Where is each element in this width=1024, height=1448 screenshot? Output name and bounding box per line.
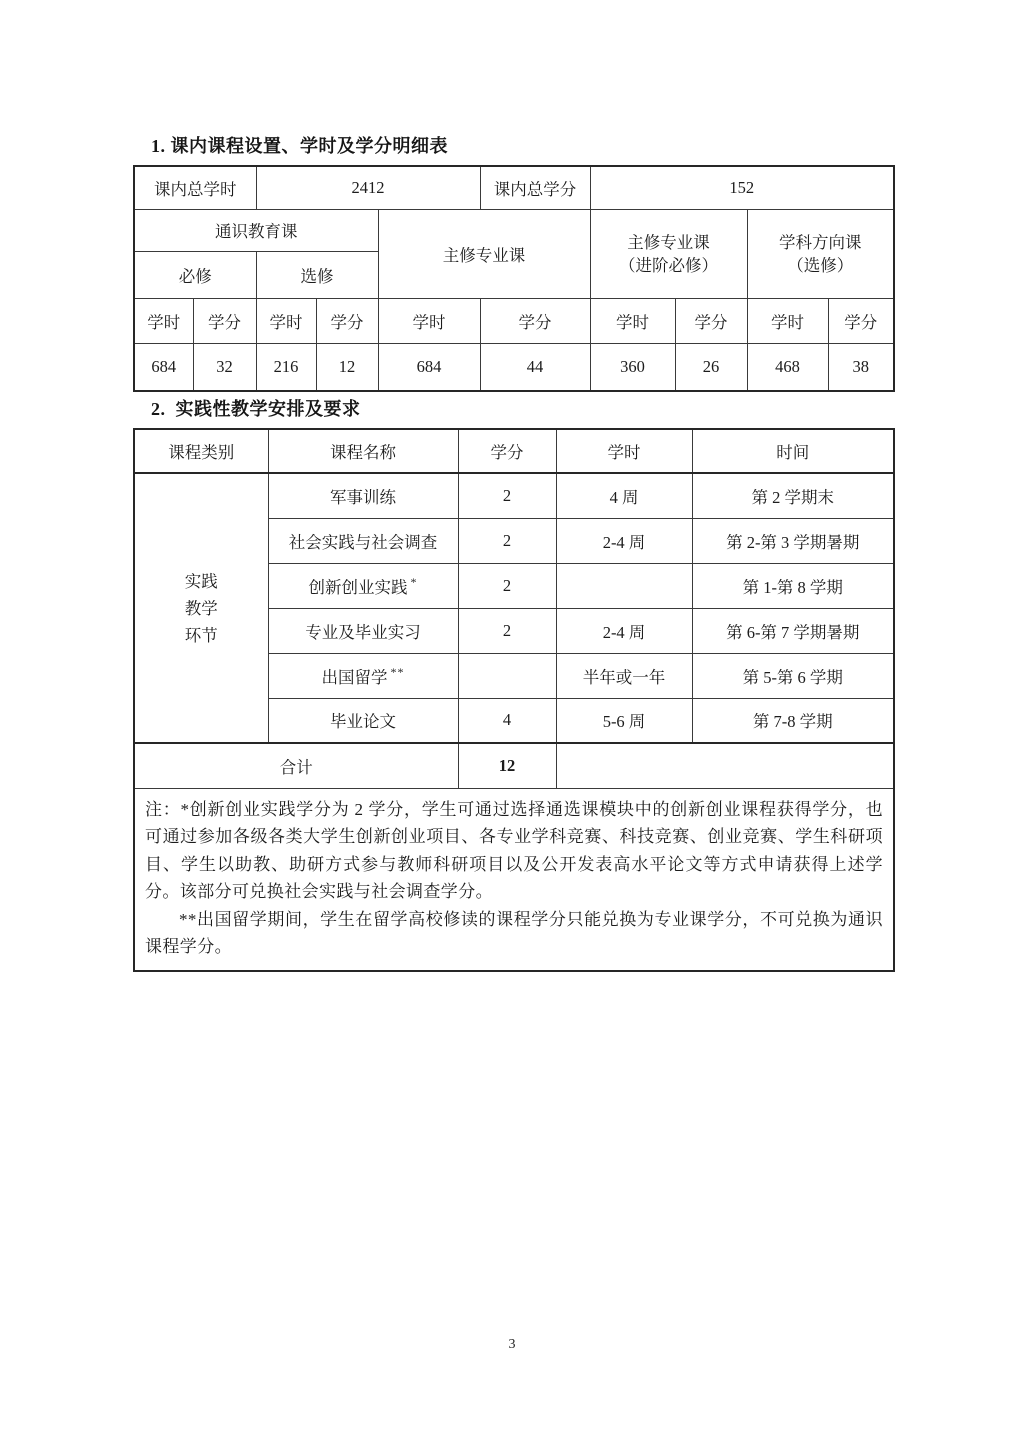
course-name-text: 毕业论文 bbox=[330, 712, 396, 732]
page-number: 3 bbox=[508, 1337, 516, 1352]
value-cell: 44 bbox=[480, 343, 590, 391]
course-time: 第 2-第 3 学期暑期 bbox=[692, 518, 894, 563]
course-credits: 2 bbox=[458, 608, 556, 653]
course-time: 第 2 学期末 bbox=[692, 473, 894, 518]
course-credits: 4 bbox=[458, 698, 556, 743]
unit-header: 学分 bbox=[316, 298, 378, 343]
subgroup-elective: 选修 bbox=[256, 251, 378, 298]
header-time: 时间 bbox=[692, 429, 894, 473]
course-hours: 半年或一年 bbox=[556, 653, 692, 698]
footnote-marker: * bbox=[410, 575, 418, 589]
category-practice-teaching bbox=[134, 473, 268, 743]
value-cell: 32 bbox=[193, 343, 256, 391]
header-hours: 学时 bbox=[556, 429, 692, 473]
course-name bbox=[268, 608, 458, 653]
group-direction-line1: 学科方向课 bbox=[779, 232, 862, 252]
value-cell: 12 bbox=[316, 343, 378, 391]
group-direction-line2: （选修） bbox=[787, 255, 854, 275]
unit-header: 学分 bbox=[480, 298, 590, 343]
course-hours: 5-6 周 bbox=[556, 698, 692, 743]
unit-header: 学时 bbox=[747, 298, 828, 343]
course-hours: 4 周 bbox=[556, 473, 692, 518]
total-hours-label: 课内总学时 bbox=[134, 166, 256, 209]
total-label: 合计 bbox=[134, 743, 458, 788]
group-major-advanced bbox=[590, 209, 747, 298]
group-general-education: 通识教育课 bbox=[134, 209, 378, 251]
course-name bbox=[268, 698, 458, 743]
table-row bbox=[134, 473, 894, 518]
value-cell: 38 bbox=[828, 343, 894, 391]
section1-title: 1. 课内课程设置、学时及学分明细表 bbox=[151, 136, 448, 156]
value-cell: 360 bbox=[590, 343, 675, 391]
total-credits-label: 课内总学分 bbox=[480, 166, 590, 209]
course-time: 第 6-第 7 学期暑期 bbox=[692, 608, 894, 653]
group-major-advanced-line1: 主修专业课 bbox=[627, 232, 710, 252]
note-paragraph-2: **出国留学期间，学生在留学高校修读的课程学分只能兑换为专业课学分，不可兑换为通识课程学分。 bbox=[145, 909, 883, 956]
notes-row bbox=[134, 788, 894, 971]
unit-header: 学分 bbox=[675, 298, 747, 343]
header-credits: 学分 bbox=[458, 429, 556, 473]
value-cell: 468 bbox=[747, 343, 828, 391]
category-line: 教学 bbox=[184, 598, 218, 618]
notes-cell bbox=[134, 788, 894, 971]
course-hours: 2-4 周 bbox=[556, 518, 692, 563]
course-credits: 2 bbox=[458, 563, 556, 608]
course-name-text: 军事训练 bbox=[330, 487, 396, 507]
value-cell: 26 bbox=[675, 343, 747, 391]
unit-header: 学时 bbox=[378, 298, 480, 343]
course-credits bbox=[458, 653, 556, 698]
total-row bbox=[134, 743, 894, 788]
course-hours: 2-4 周 bbox=[556, 608, 692, 653]
unit-header-row bbox=[134, 298, 894, 343]
header-course-category: 课程类别 bbox=[134, 429, 268, 473]
value-cell: 684 bbox=[378, 343, 480, 391]
note-paragraph-1: 注：*创新创业实践学分为 2 学分，学生可通过选择通选课模块中的创新创业课程获得学分，也可通过参加各级各类大学生创新创业项目、各专业学科竞赛、科技竞赛、创业竞赛、学生科研项目、学生以助教、助研方式参与教师科研项目以及公开发表高水平论文等方式申请获得上述学分。该部分可兑换社会实践与社会调查学分。 bbox=[145, 799, 883, 901]
course-name-text: 出国留学 bbox=[321, 667, 388, 687]
total-credits-value: 12 bbox=[458, 743, 556, 788]
unit-header: 学时 bbox=[256, 298, 316, 343]
course-time: 第 7-8 学期 bbox=[692, 698, 894, 743]
course-time: 第 5-第 6 学期 bbox=[692, 653, 894, 698]
total-credits-value: 152 bbox=[590, 166, 894, 209]
section2-title: 2. 实践性教学安排及要求 bbox=[151, 399, 361, 419]
course-name bbox=[268, 653, 458, 698]
unit-header: 学分 bbox=[828, 298, 894, 343]
course-name bbox=[268, 518, 458, 563]
course-credits: 2 bbox=[458, 473, 556, 518]
unit-header: 学分 bbox=[193, 298, 256, 343]
practice-header-row bbox=[134, 429, 894, 473]
course-credits: 2 bbox=[458, 518, 556, 563]
subgroup-required: 必修 bbox=[134, 251, 256, 298]
footnote-marker: ** bbox=[390, 665, 405, 679]
group-header-row bbox=[134, 209, 894, 251]
course-name-text: 专业及毕业实习 bbox=[305, 622, 421, 642]
total-empty-cell bbox=[556, 743, 894, 788]
course-name bbox=[268, 473, 458, 518]
values-row bbox=[134, 343, 894, 391]
value-cell: 684 bbox=[134, 343, 193, 391]
group-major-advanced-line2: （进阶必修） bbox=[619, 255, 719, 275]
header-course-name: 课程名称 bbox=[268, 429, 458, 473]
summary-row bbox=[134, 166, 894, 209]
course-hours-credits-table bbox=[133, 165, 895, 392]
category-line: 环节 bbox=[184, 625, 218, 645]
total-hours-value: 2412 bbox=[256, 166, 480, 209]
group-direction bbox=[747, 209, 894, 298]
course-name-text: 社会实践与社会调查 bbox=[288, 532, 438, 552]
value-cell: 216 bbox=[256, 343, 316, 391]
course-name bbox=[268, 563, 458, 608]
course-hours bbox=[556, 563, 692, 608]
unit-header: 学时 bbox=[590, 298, 675, 343]
category-line: 实践 bbox=[184, 571, 218, 591]
course-name-text: 创新创业实践 bbox=[308, 577, 408, 597]
unit-header: 学时 bbox=[134, 298, 193, 343]
group-major: 主修专业课 bbox=[378, 209, 590, 298]
practice-teaching-table bbox=[133, 428, 895, 972]
course-time: 第 1-第 8 学期 bbox=[692, 563, 894, 608]
